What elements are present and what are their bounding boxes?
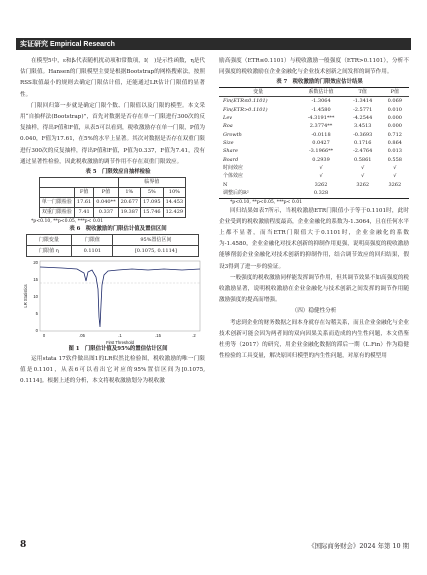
table-cell	[381, 189, 409, 198]
x-tick-label: 0	[42, 333, 46, 339]
table-cell: -2.4764	[353, 148, 373, 155]
x-tick-label: .2	[192, 333, 196, 339]
table-5	[39, 177, 186, 218]
table-cell: 0.2939	[312, 156, 330, 163]
table-cell: 0.1716	[353, 140, 372, 146]
table-row	[219, 147, 409, 155]
table-cell: 个体效应	[223, 173, 244, 180]
table-cell: -1.3414	[353, 98, 373, 105]
table-cell: 12.429	[163, 208, 186, 218]
table-cell: √	[361, 165, 365, 172]
table-cell: 双重门限检验	[39, 208, 74, 218]
table-header: P值	[94, 188, 118, 198]
table-row	[219, 181, 409, 189]
table-cell: 0.0427	[312, 140, 330, 146]
y-axis-label: LR Statistics	[23, 284, 28, 308]
journal-footer: 《国际商务财会》2024 年第 10 期	[308, 542, 409, 550]
table-row	[219, 106, 409, 114]
x-axis-label: First Threshold	[106, 340, 134, 346]
table-cell: -0.0118	[311, 131, 331, 138]
table-cell: -4.3191***	[307, 114, 335, 121]
x-tick-label: .15	[155, 333, 161, 339]
lr-curve	[40, 267, 200, 327]
table-row	[219, 139, 409, 147]
paragraph: 在模型5中，ε和βᵢ代表随机扰动项和常数项，I( )是示性函数，η是代估门限值。Hansen的门限模型主要是根据Bootstrap的网格搜索法，按照RSS取值最小的规则去确定门限估计值，还能通过LR估计门限值的显著性。	[20, 58, 205, 98]
table-cell: [0.1075, 0.1114]	[113, 246, 199, 257]
table-row	[219, 156, 409, 164]
table-6	[26, 234, 200, 257]
table-cell: 17.095	[141, 198, 164, 208]
table-7-caption: 表 7 税收激励的门限效应估计结果	[276, 79, 363, 86]
table-row	[219, 114, 409, 122]
table-header: 门限变量	[26, 235, 72, 246]
table-cell: √	[393, 165, 397, 172]
section-header-label: 实证研究 Empirical Research	[20, 41, 115, 48]
table-header: 门限值	[72, 235, 113, 246]
table-cell: 0.069	[387, 98, 402, 105]
table-cell: Size	[223, 140, 234, 146]
paragraph: 运用stata 17软件做出图1的LR似然比检验图，税收激励的唯一门限值是0.1101，从表6可以看出它对应的95%置信区间为[0.1075, 0.1114]。根据上述的分析，本文将税收激励划分为税收激	[20, 356, 205, 385]
figure-1-caption: 图 1 门限估计值及95%的置信估计区间	[68, 346, 168, 353]
table-row	[219, 122, 409, 130]
table-cell: 单一门限检验	[39, 198, 74, 208]
table-cell: Lev	[223, 114, 233, 121]
table-cell: 0.337	[94, 208, 118, 218]
table-header: F值	[74, 188, 93, 198]
table-row	[219, 97, 409, 106]
lr-statistic-plot	[22, 259, 203, 345]
table-cell: -3.1966**	[308, 148, 334, 155]
table-cell: -2.5771	[353, 106, 373, 113]
table-header: 95%置信区间	[113, 235, 199, 246]
table-cell: 3262	[314, 181, 328, 188]
table-cell: 3262	[356, 181, 370, 188]
table-cell: Roa	[223, 123, 233, 130]
y-tick-label: 20	[33, 260, 38, 266]
y-tick-label: 10	[33, 294, 38, 300]
table-cell: Share	[223, 148, 238, 155]
table-cell: -1.3064	[311, 98, 331, 105]
table-cell: 0.5861	[353, 156, 372, 163]
x-tick-label: .05	[79, 333, 85, 339]
table-cell: 7.41	[74, 208, 93, 218]
section-heading: （四）稳健性分析	[291, 308, 337, 315]
table-5-note: *p<0.10, **p<0.05, ***p< 0.01	[31, 219, 104, 225]
table-5-caption: 表 5 门限效应自抽样检验	[85, 169, 151, 176]
table-row	[39, 198, 185, 208]
table-cell: √	[361, 173, 365, 180]
table-header: 系数估计值	[297, 88, 344, 97]
table-cell: 0.864	[387, 140, 402, 146]
table-header: 10%	[163, 188, 186, 198]
table-cell: 3262	[388, 181, 402, 188]
page-number: 8	[20, 540, 27, 550]
table-cell: 0.000	[387, 114, 402, 121]
table-cell: √	[319, 173, 323, 180]
figure-1	[22, 259, 203, 345]
table-row	[219, 173, 409, 181]
table-7	[219, 87, 409, 198]
table-cell: N	[223, 181, 228, 188]
table-7-note: *p<0.10, **p<0.05, ***p< 0.01	[230, 199, 303, 205]
table-header: 变量	[219, 88, 297, 97]
left-column	[20, 56, 205, 388]
table-cell: 3.4513	[353, 123, 372, 130]
right-column	[219, 56, 409, 362]
section-header	[16, 38, 411, 50]
table-cell: 19.387	[118, 208, 141, 218]
table-cell: 17.61	[74, 198, 93, 208]
paragraph: 回归结果如表7所示，当税收激励ETR门限值小于等于0.1101时，此时企业受到的税收激励程度最高，企业金融化的系数为-1.3064，且在任何水平上都不显著，而当ETR门限值大于0.1101时，企业金融化的系数为-1.4580，企业金融化对技术创新的抑制作用更强，说明高强度的税收激励能够削弱企业金融化对技术创新的抑制作用，结合调节效应的回归结果，假设3得到了进一步的验证。	[219, 207, 409, 270]
table-cell: 0.010	[387, 106, 402, 113]
table-header: 1%	[118, 188, 141, 198]
table-cell: 门限值 η	[26, 246, 72, 257]
table-header: 5%	[141, 188, 164, 198]
paragraph: 一般强度的税收激励同样能发挥调节作用，但其调节效果不如高强度的税收激励显著，说明税收激励在企业金融化与技术创新之间发挥的调节作用随激励强度的提高而增强。	[219, 274, 410, 304]
table-cell	[345, 189, 381, 198]
table-header-group: 临界值	[118, 178, 186, 188]
table-cell: 0.000	[387, 123, 402, 130]
y-tick-label: 5	[35, 311, 38, 317]
table-6-caption: 表 6 税收激励的门限估计值及置信区间	[69, 226, 167, 233]
table-cell: 15.746	[141, 208, 164, 218]
x-tick-label: .1	[118, 333, 122, 339]
paragraph: 励高强度（ETR≤0.1101）与税收激励一般强度（ETR>0.1101），分析不同强度的税收激励在企业金融化与企业技术创新之间发挥的调节作用。	[219, 58, 409, 76]
table-cell: √	[393, 173, 397, 180]
table-row	[219, 164, 409, 172]
table-cell: 14.453	[163, 198, 186, 208]
table-cell: Fin(ETR≤0.1101)	[223, 98, 268, 105]
table-cell: Fin(ETR>0.1101)	[223, 106, 268, 113]
table-cell: √	[319, 165, 323, 172]
table-cell: 0.040**	[94, 198, 118, 208]
table-cell: 2.3774**	[309, 123, 333, 130]
table-header: P值	[381, 88, 409, 97]
table-cell	[39, 178, 118, 188]
table-cell: Board	[223, 156, 239, 163]
table-cell: -1.4580	[311, 106, 331, 113]
table-header	[39, 188, 74, 198]
table-cell: 0.328	[313, 190, 329, 197]
paragraph: 门限回归第一步就是确定门限个数、门限值以及门限的模型。本文采用“自抽样法(Bootstrap)”，首先对数据是否存在单一门限进行300次的反复抽样，得出P值和F值，从表5可以看到，税收激励存在单一门限，P值为0.040，F值为17.61，在5%的水平上显著。其次对数据是否存在双重门限进行300次的反复抽样，得出P值和F值，P值为0.337，F值为7.41，没有通过显著性检验，因此税收激励的调节作用不存在双重门限效应。	[20, 102, 205, 165]
table-row	[219, 189, 409, 198]
table-cell: 0.013	[387, 148, 402, 155]
table-cell: 时间效应	[223, 165, 244, 172]
table-cell: 0.558	[387, 156, 402, 163]
paragraph: 考虑到企业的财务数据之间本身就存在勾稽关系，而且企业金融化与企业技术创新可能会因为两者间的双向因果关系而造成的内生性问题，本文借鉴杜勇等（2017）的研究，用企业金融化数据的滞后一期（L.Fin）作为稳健性检验的工具变量，解决原回归模型的内生性问题，对原有的模型用	[219, 319, 410, 360]
table-cell: Growth	[223, 131, 242, 138]
table-cell: 20.677	[118, 198, 141, 208]
table-cell: 调整后的R²	[223, 190, 249, 197]
y-tick-label: 0	[35, 328, 38, 334]
table-row	[39, 208, 185, 218]
table-row	[219, 131, 409, 139]
table-header: T值	[345, 88, 381, 97]
table-cell: -4.2544	[353, 114, 373, 121]
table-cell: -0.3693	[353, 131, 373, 138]
table-cell: 0.712	[387, 131, 402, 138]
table-cell: 0.1101	[72, 246, 113, 257]
y-tick-label: 15	[33, 277, 38, 283]
table-row	[26, 246, 199, 257]
